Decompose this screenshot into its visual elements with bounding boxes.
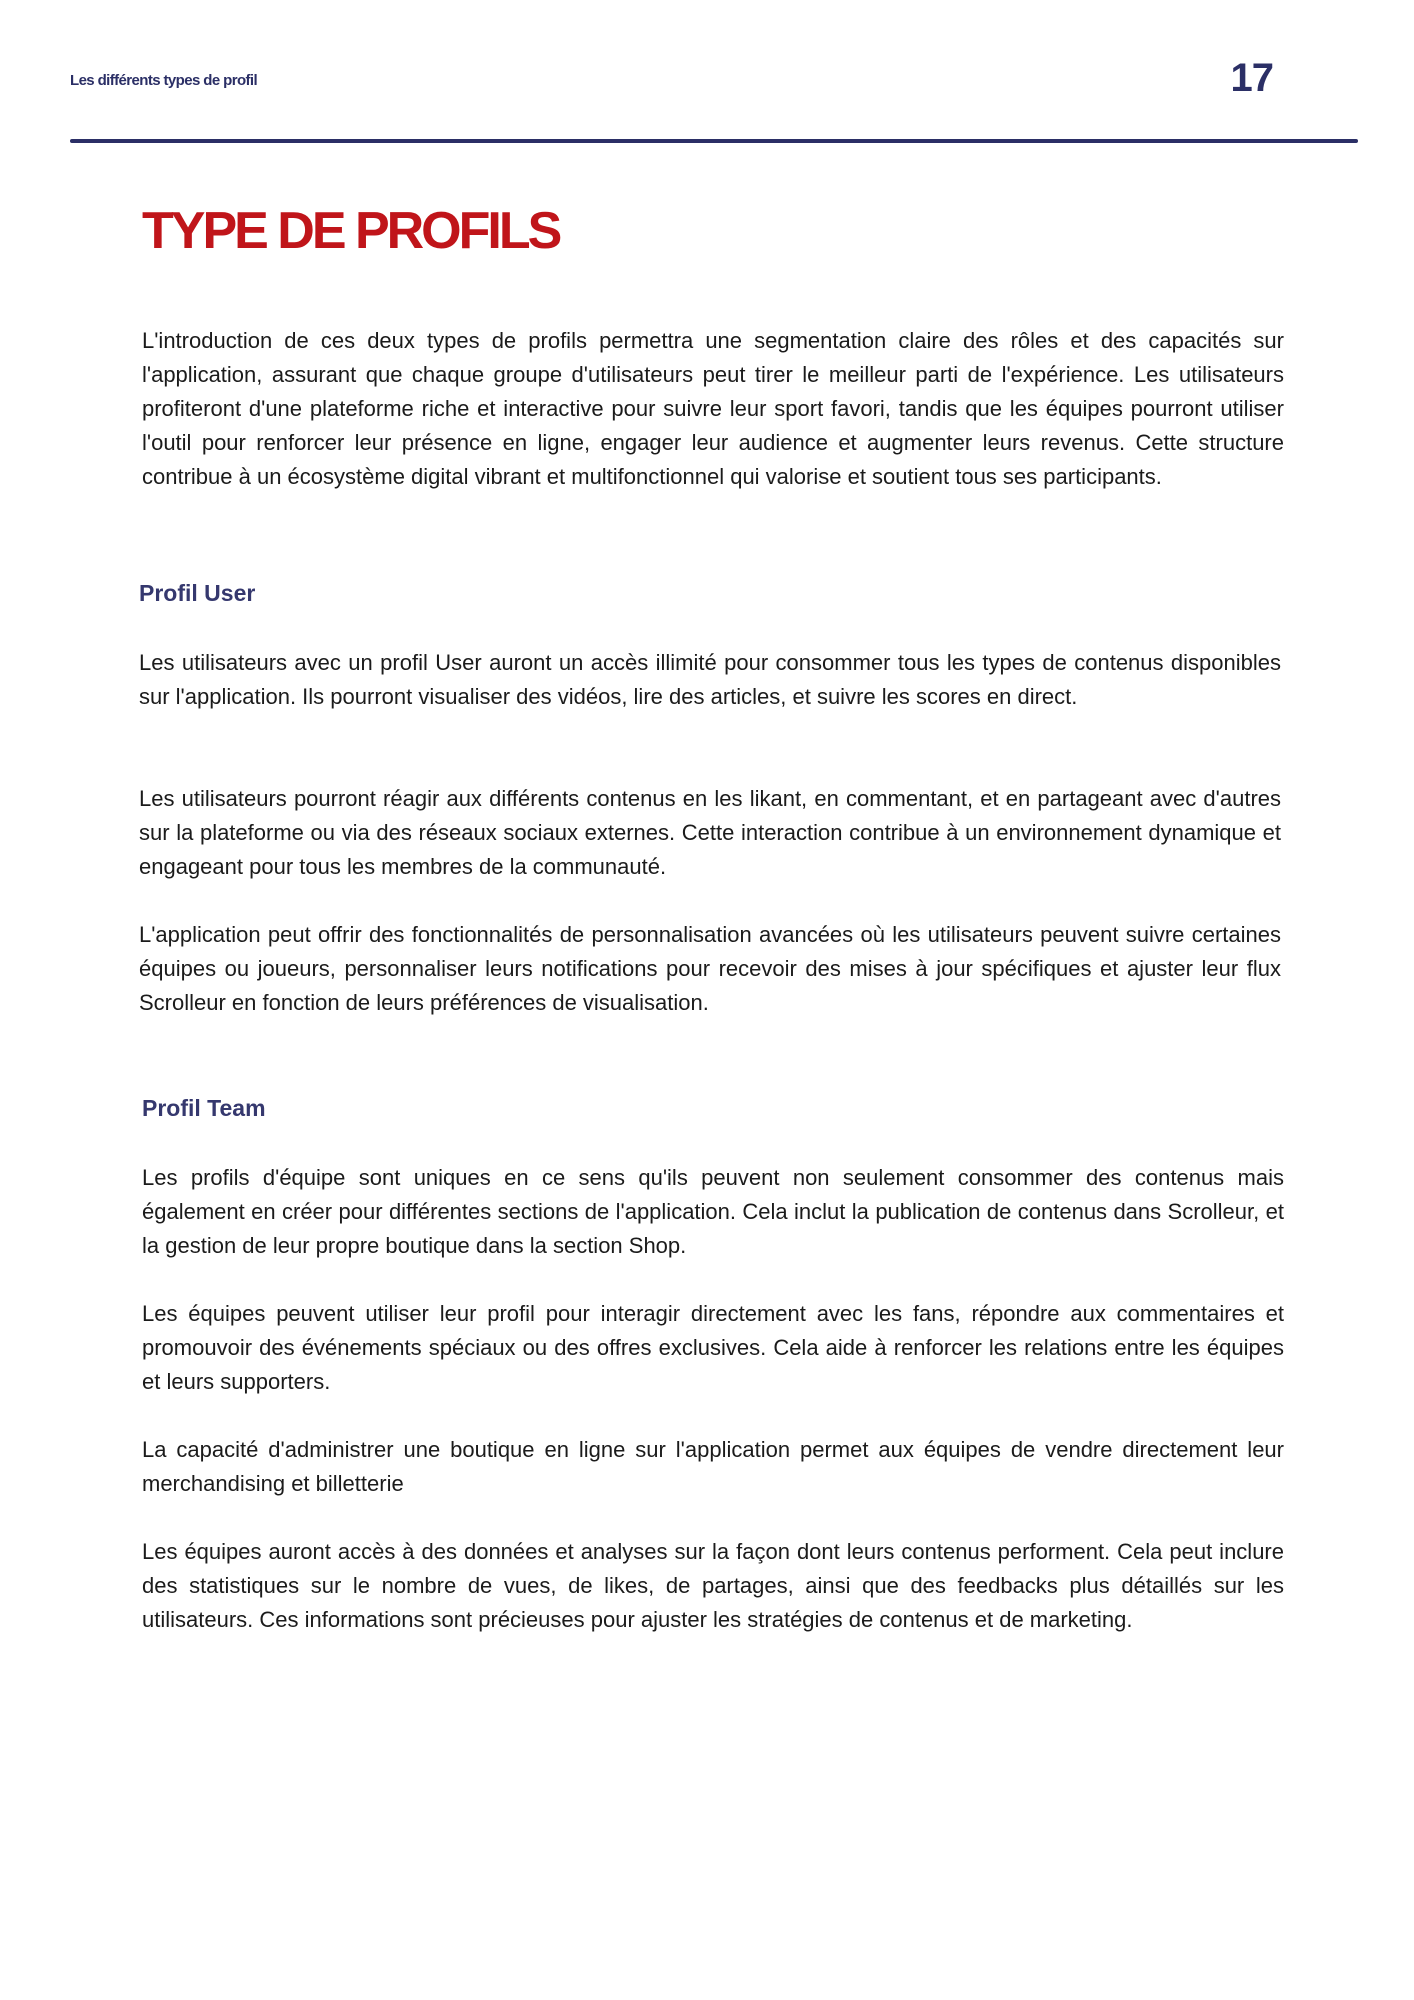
- intro-paragraph: L'introduction de ces deux types de profils permettra une segmentation claire des rôles et des capacités sur l'application, assurant que chaque groupe d'utilisateurs peut tirer le meilleur parti de l'expérience. Les utilisateurs profiteront d'une plateforme riche et interactive pour suivre leur sport favori, tandis que les équipes pourront utiliser l'outil pour renforcer leur présence en ligne, engager leur audience et augmenter leurs revenus. Cette structure contribue à un écosystème digital vibrant et multifonctionnel qui valorise et soutient tous ses participants.: [142, 328, 1284, 489]
- user-paragraph-2: Les utilisateurs pourront réagir aux différents contenus en les likant, en commentant, et en partageant avec d'autres sur la plateforme ou via des réseaux sociaux externes. Cette interaction contribue à un environnement dynamique et engageant pour tous les membres de la communauté.: [139, 786, 1281, 879]
- running-header: Les différents types de profil: [70, 72, 258, 89]
- page-title: TYPE DE PROFILS: [142, 202, 560, 260]
- user-paragraph-1: Les utilisateurs avec un profil User auront un accès illimité pour consommer tous les types de contenus disponibles sur l'application. Ils pourront visualiser des vidéos, lire des articles, et suivre les scores en direct.: [139, 650, 1281, 709]
- page-number: 17: [1230, 56, 1273, 100]
- user-paragraph-3: L'application peut offrir des fonctionnalités de personnalisation avancées où les utilisateurs peuvent suivre certaines équipes ou joueurs, personnaliser leurs notifications pour recevoir des mises à jour spécifiques et ajuster leur flux Scrolleur en fonction de leurs préférences de visualisation.: [139, 922, 1281, 1015]
- header-rule: [70, 139, 1358, 143]
- team-paragraph-2: Les équipes peuvent utiliser leur profil pour interagir directement avec les fans, répondre aux commentaires et promouvoir des événements spéciaux ou des offres exclusives. Cela aide à renforcer les relations entre les équipes et leurs supporters.: [142, 1301, 1284, 1394]
- team-paragraph-1: Les profils d'équipe sont uniques en ce sens qu'ils peuvent non seulement consommer des contenus mais également en créer pour différentes sections de l'application. Cela inclut la publication de contenus dans Scrolleur, et la gestion de leur propre boutique dans la section Shop.: [142, 1165, 1284, 1258]
- section-heading-profil-team: Profil Team: [142, 1095, 266, 1121]
- team-paragraph-3: La capacité d'administrer une boutique en ligne sur l'application permet aux équipes de vendre directement leur merchandising et billetterie: [142, 1437, 1284, 1496]
- section-heading-profil-user: Profil User: [139, 580, 256, 606]
- team-paragraph-4: Les équipes auront accès à des données et analyses sur la façon dont leurs contenus performent. Cela peut inclure des statistiques sur le nombre de vues, de likes, de partages, ainsi que des feedbacks plus détaillés sur les utilisateurs. Ces informations sont précieuses pour ajuster les stratégies de contenus et de marketing.: [142, 1539, 1284, 1632]
